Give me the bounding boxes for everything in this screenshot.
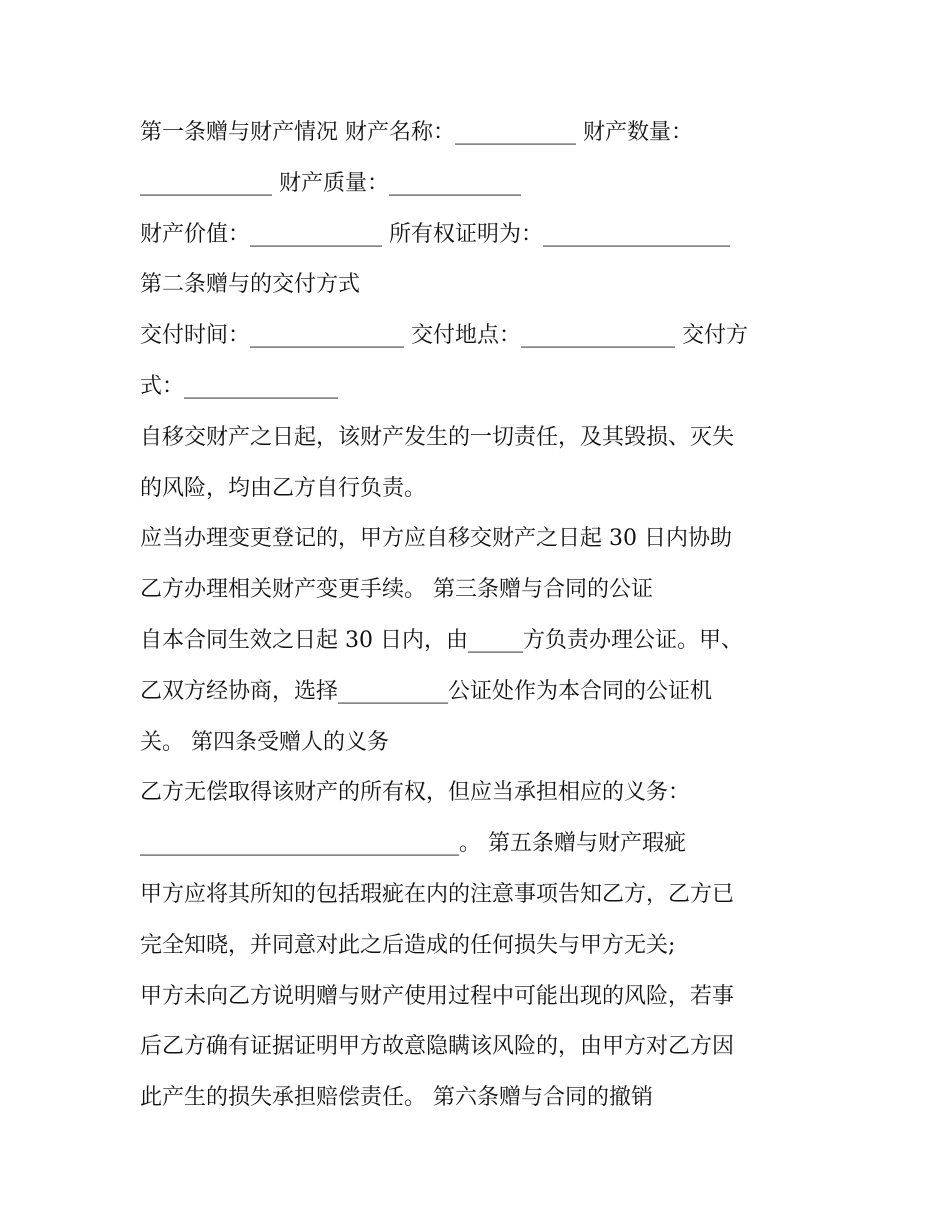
text-line-05: 交付时间：______________ 交付地点：______________ 交付方: [140, 323, 748, 349]
text-line-12: 乙双方经协商，选择__________公证处作为本合同的公证机: [140, 678, 713, 704]
text-line-09: 应当办理变更登记的，甲方应自移交财产之日起 30 日内协助: [140, 526, 732, 552]
text-line-14: 乙方无偿取得该财产的所有权，但应当承担相应的义务：: [140, 780, 691, 806]
text-line-06: 式：______________: [140, 373, 339, 399]
text-line-08: 的风险，均由乙方自行负责。: [140, 475, 427, 501]
text-line-01: 第一条赠与财产情况 财产名称：___________ 财产数量：: [140, 120, 693, 145]
text-line-20: 此产生的损失承担赔偿责任。 第六条赠与合同的撤销: [140, 1085, 653, 1111]
text-line-04: 第二条赠与的交付方式: [140, 272, 361, 298]
text-line-15: _____________________________。 第五条赠与财产瑕疵: [140, 831, 686, 857]
text-line-13: 关。 第四条受赠人的义务: [140, 729, 389, 755]
text-line-17: 完全知晓，并同意对此之后造成的任何损失与甲方无关;: [140, 932, 676, 958]
text-line-03: 财产价值：____________ 所有权证明为：_________________: [140, 221, 730, 247]
text-line-10: 乙方办理相关财产变更手续。 第三条赠与合同的公证: [140, 577, 653, 603]
text-line-07: 自移交财产之日起，该财产发生的一切责任，及其毁损、灭失: [140, 424, 735, 450]
text-line-11: 自本合同生效之日起 30 日内，由_____方负责办理公证。甲、: [140, 627, 743, 653]
text-line-19: 后乙方确有证据证明甲方故意隐瞒该风险的，由甲方对乙方因: [140, 1034, 735, 1060]
text-line-18: 甲方未向乙方说明赠与财产使用过程中可能出现的风险，若事: [140, 983, 735, 1009]
text-line-16: 甲方应将其所知的包括瑕疵在内的注意事项告知乙方，乙方已: [140, 881, 735, 907]
contract-text: [140, 108, 820, 1124]
text-line-02: ____________ 财产质量：____________: [140, 170, 521, 196]
